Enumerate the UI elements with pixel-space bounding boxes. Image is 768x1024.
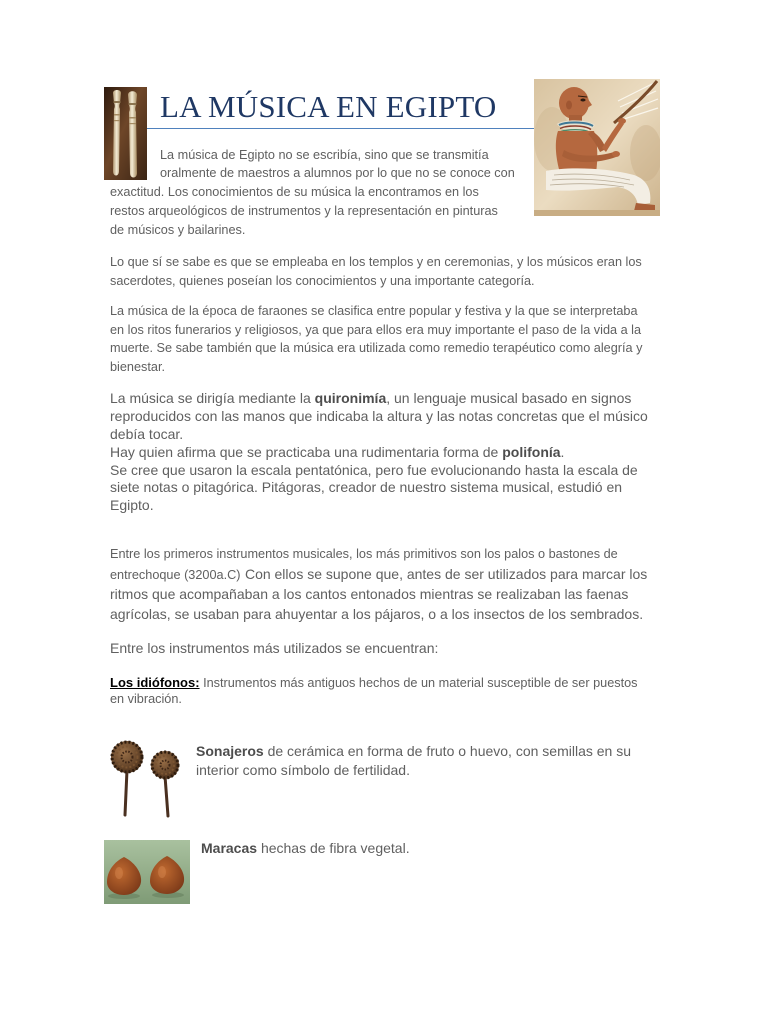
instruments-intro <box>110 639 438 657</box>
text-segment: La música se dirigía mediante la <box>110 390 311 406</box>
classification-paragraph <box>110 302 642 377</box>
text-line: exactitud. Los conocimientos de su música la encontramos en los <box>110 185 479 200</box>
text-line <box>110 564 647 584</box>
text-line: oralmente de maestros a alumnos por lo que no se conoce con <box>160 166 515 181</box>
text-segment: , un lenguaje musical basado en signos <box>386 390 632 406</box>
text-line: La música de la época de faraones se clasifica entre popular y festiva y la que se interpretaba <box>110 304 638 318</box>
instrument-sonajeros <box>196 742 631 780</box>
text-segment: Hay quien afirma que se practicaba una rudimentaria forma de <box>110 443 499 460</box>
text-line <box>110 444 648 462</box>
section-term: Los idiófonos: <box>110 674 200 690</box>
intro-paragraph <box>110 146 515 240</box>
text-segment: . <box>560 443 565 460</box>
text-line: agrícolas, se usaban para ahuyentar a los pájaros, o a los insectos de los sembrados. <box>110 606 644 622</box>
text-segment: de cerámica en forma de fruto o huevo, con semillas en su <box>267 742 632 759</box>
instrument-maracas <box>201 839 410 857</box>
maracas-image <box>104 840 190 904</box>
text-line <box>110 674 638 691</box>
text-line: sacerdotes, quienes poseían los conocimientos y una importante categoría. <box>110 273 535 288</box>
text-line <box>201 839 410 857</box>
page-title: LA MÚSICA EN EGIPTO <box>160 89 497 124</box>
instrument-name: Maracas <box>201 840 258 856</box>
chironomy-paragraph <box>110 390 648 515</box>
text-line: reproducidos con las manos que indicaba la altura y las notas concretas que el músico <box>110 407 648 424</box>
text-line <box>110 390 648 408</box>
text-segment: Con ellos se supone que, antes de ser utilizados para marcar los <box>244 566 648 582</box>
text-line: Entre los instrumentos más utilizados se encuentran: <box>110 640 439 656</box>
title-underline <box>147 128 534 129</box>
text-line: Egipto. <box>110 497 154 514</box>
text-line <box>196 742 631 761</box>
text-line: debía tocar. <box>110 425 184 442</box>
idiophones-paragraph <box>110 674 638 708</box>
instrument-name: Sonajeros <box>196 742 264 759</box>
text-line: Lo que sí se sabe es que se empleaba en los templos y en ceremonias, y los músicos eran los <box>110 255 642 269</box>
rattles-image <box>108 740 182 818</box>
text-line: La música de Egipto no se escribía, sino que se transmitía <box>160 147 489 162</box>
text-segment: entrechoque (3200a.C) <box>110 568 241 582</box>
bold-term: polifonía <box>502 443 561 460</box>
temples-paragraph <box>110 253 642 290</box>
text-segment: Instrumentos más antiguos hechos de un material susceptible de ser puestos <box>203 675 638 690</box>
text-segment: hechas de fibra vegetal. <box>260 840 410 856</box>
text-line: Se cree que usaron la escala pentatónica, pero fue evolucionando hasta la escala de <box>110 461 638 478</box>
early-instruments-paragraph <box>110 544 647 624</box>
text-line: Entre los primeros instrumentos musicales, los más primitivos son los palos o bastones de <box>110 547 618 561</box>
text-line: ritmos que acompañaban a los cantos entonados mientras se realizaban las faenas <box>110 586 629 602</box>
musician-painting-image <box>534 79 660 216</box>
text-line: de músicos y bailarines. <box>110 222 246 237</box>
text-line: restos arqueológicos de instrumentos y la representación en pinturas <box>110 203 498 218</box>
text-line: en los ritos funerarios y religiosos, ya que para ellos era muy importante el paso de la vida a la <box>110 322 642 337</box>
text-line: siete notas o pitagórica. Pitágoras, creador de nuestro sistema musical, estudió en <box>110 479 623 496</box>
bold-term: quironimía <box>314 390 387 406</box>
text-line: bienestar. <box>110 360 166 375</box>
text-line: en vibración. <box>110 691 182 706</box>
text-line: interior como símbolo de fertilidad. <box>196 761 410 778</box>
text-line: muerte. Se sabe también que la música era utilizada como remedio terapéutico como alegría y <box>110 341 643 356</box>
